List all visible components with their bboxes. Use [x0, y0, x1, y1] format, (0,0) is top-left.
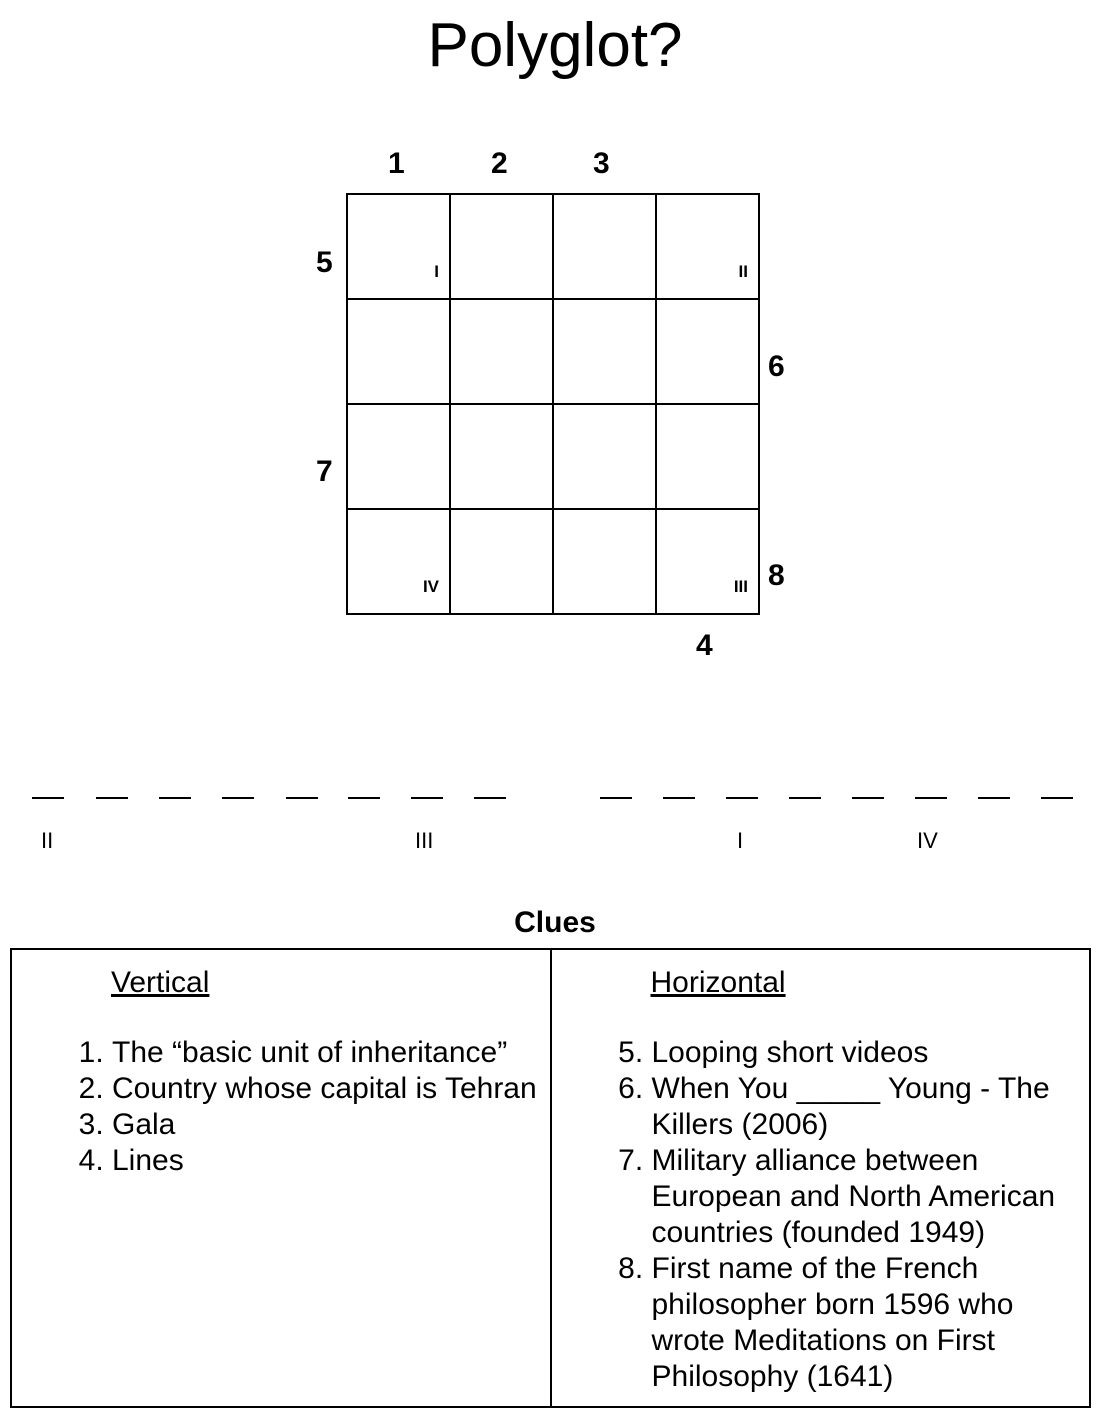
vertical-clue-list: [68, 1035, 542, 1179]
grid-number-2: 2: [491, 147, 508, 180]
horizontal-clue-list: [608, 1035, 1082, 1395]
answer-blank[interactable]: [159, 797, 191, 799]
answer-blank[interactable]: [32, 797, 64, 799]
grid-cell[interactable]: [554, 405, 657, 510]
horizontal-clues-column: [550, 950, 1090, 1406]
clue-item: 5. Looping short videos: [652, 1035, 1082, 1071]
clue-item: 1. The “basic unit of inheritance”: [112, 1035, 542, 1071]
clue-item: 2. Country whose capital is Tehran: [112, 1071, 542, 1107]
answer-blank[interactable]: [600, 797, 632, 799]
grid-cell[interactable]: [348, 405, 451, 510]
grid-number-6: 6: [768, 350, 785, 383]
answer-blank[interactable]: [286, 797, 318, 799]
answer-blank[interactable]: [852, 797, 884, 799]
grid-cell[interactable]: [657, 510, 760, 615]
answer-blank[interactable]: [1041, 797, 1073, 799]
grid-number-7: 7: [316, 455, 333, 488]
grid-number-8: 8: [768, 559, 785, 592]
answer-blank[interactable]: [96, 797, 128, 799]
clue-item: 4. Lines: [112, 1143, 542, 1179]
grid-cell[interactable]: [657, 405, 760, 510]
grid-cell[interactable]: [451, 300, 554, 405]
grid-number-3: 3: [593, 147, 610, 180]
roman-marker-II: II: [738, 262, 748, 281]
grid-number-5: 5: [316, 246, 333, 279]
grid-cell[interactable]: [554, 510, 657, 615]
grid-number-1: 1: [388, 147, 405, 180]
grid-cell[interactable]: [451, 405, 554, 510]
answer-key-III: III: [415, 828, 434, 853]
roman-marker-III: III: [733, 577, 748, 596]
grid-cell[interactable]: [451, 510, 554, 615]
grid-cell[interactable]: [348, 195, 451, 300]
vertical-clues-column: [12, 950, 550, 1406]
clues-table: [10, 948, 1091, 1408]
answer-blank[interactable]: [348, 797, 380, 799]
horizontal-heading: Horizontal: [650, 966, 786, 999]
clues-heading: Clues: [514, 906, 596, 939]
crossword-grid: [346, 193, 760, 615]
roman-marker-IV: IV: [422, 577, 439, 596]
answer-blank[interactable]: [726, 797, 758, 799]
clue-item: 6. When You _____ Young - The Killers (2006): [652, 1071, 1082, 1143]
grid-cell[interactable]: [554, 195, 657, 300]
answer-key-I: I: [737, 828, 744, 853]
clue-item: 8. First name of the French philosopher born 1596 who wrote Meditations on First Philosophy (1641): [652, 1251, 1082, 1395]
answer-key-IV: IV: [917, 828, 938, 853]
answer-blank[interactable]: [789, 797, 821, 799]
vertical-heading: Vertical: [111, 966, 210, 999]
answer-blank[interactable]: [978, 797, 1010, 799]
answer-blank[interactable]: [915, 797, 947, 799]
answer-blank[interactable]: [474, 797, 506, 799]
grid-cell[interactable]: [348, 510, 451, 615]
clue-item: 7. Military alliance between European and North American countries (founded 1949): [652, 1143, 1082, 1251]
grid-cell[interactable]: [451, 195, 554, 300]
grid-cell[interactable]: [657, 300, 760, 405]
answer-blank[interactable]: [411, 797, 443, 799]
page-title: Polyglot?: [427, 11, 683, 80]
grid-cell[interactable]: [554, 300, 657, 405]
grid-cell[interactable]: [657, 195, 760, 300]
roman-marker-I: I: [434, 262, 439, 281]
clue-item: 3. Gala: [112, 1107, 542, 1143]
grid-number-4: 4: [696, 629, 713, 662]
answer-blank[interactable]: [663, 797, 695, 799]
answer-key-II: II: [41, 828, 54, 853]
answer-blank[interactable]: [222, 797, 254, 799]
grid-cell[interactable]: [348, 300, 451, 405]
